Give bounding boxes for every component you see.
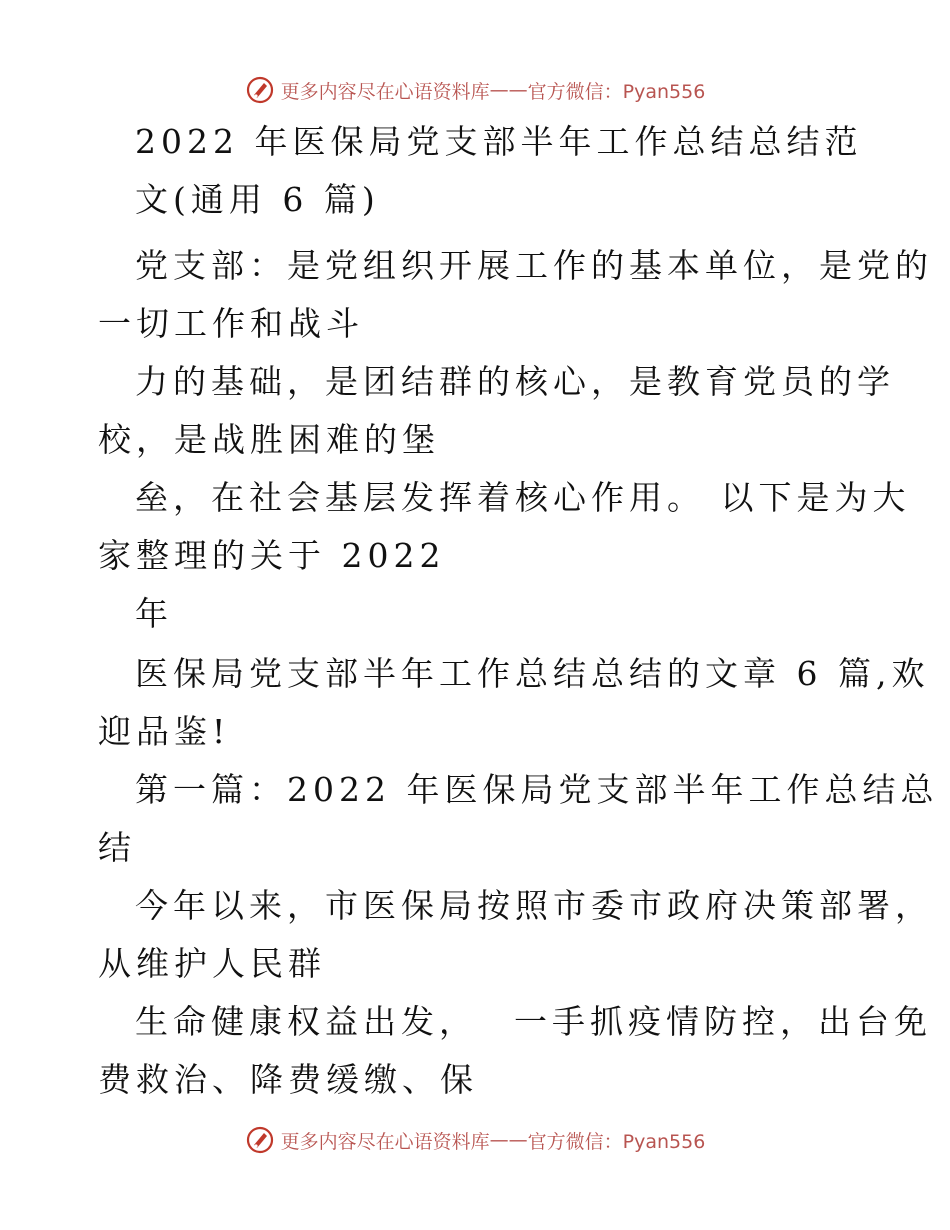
footer-watermark: [0, 1120, 950, 1160]
watermark-dash: ——: [489, 1129, 528, 1151]
paragraph-line: 费救治、降费缓缴、保: [98, 1060, 478, 1099]
paragraph-line: 垒，在社会基层发挥着核心作用。 以下是为大: [135, 478, 911, 517]
paragraph-line: 党支部：是党组织开展工作的基本单位，是党的: [135, 246, 933, 285]
paragraph-line: 文(通用 6 篇): [135, 180, 380, 219]
paragraph-line: 家整理的关于 2022: [98, 536, 446, 575]
header-watermark: [0, 70, 950, 110]
pen-nib-circle-icon: [245, 1125, 275, 1155]
watermark-text: 更多内容尽在心语资料库: [280, 1130, 490, 1153]
paragraph-line: 2022 年医保局党支部半年工作总结总结范: [135, 122, 863, 161]
paragraph-line: 迎品鉴!: [98, 712, 231, 751]
paragraph-line: 结: [98, 828, 136, 867]
watermark-text: 更多内容尽在心语资料库: [280, 80, 490, 103]
paragraph-line: 从维护人民群: [98, 944, 326, 983]
paragraph-line: 今年以来，市医保局按照市委市政府决策部署，: [135, 886, 933, 925]
paragraph-line: 年: [135, 594, 173, 633]
paragraph-line: 医保局党支部半年工作总结总结的文章 6 篇,欢: [135, 654, 930, 693]
watermark-suffix: 官方微信：Pyan556: [527, 80, 706, 103]
pen-nib-circle-icon: [245, 75, 275, 105]
watermark-suffix: 官方微信：Pyan556: [527, 1130, 706, 1153]
paragraph-line: 校，是战胜困难的堡: [98, 420, 440, 459]
paragraph-line: 一切工作和战斗: [98, 304, 364, 343]
paragraph-line: 第一篇：2022 年医保局党支部半年工作总结总: [135, 770, 939, 809]
paragraph-line: 力的基础，是团结群的核心，是教育党员的学: [135, 362, 895, 401]
paragraph-line: 生命健康权益出发， 一手抓疫情防控，出台免: [135, 1002, 932, 1041]
watermark-dash: ——: [489, 79, 528, 101]
